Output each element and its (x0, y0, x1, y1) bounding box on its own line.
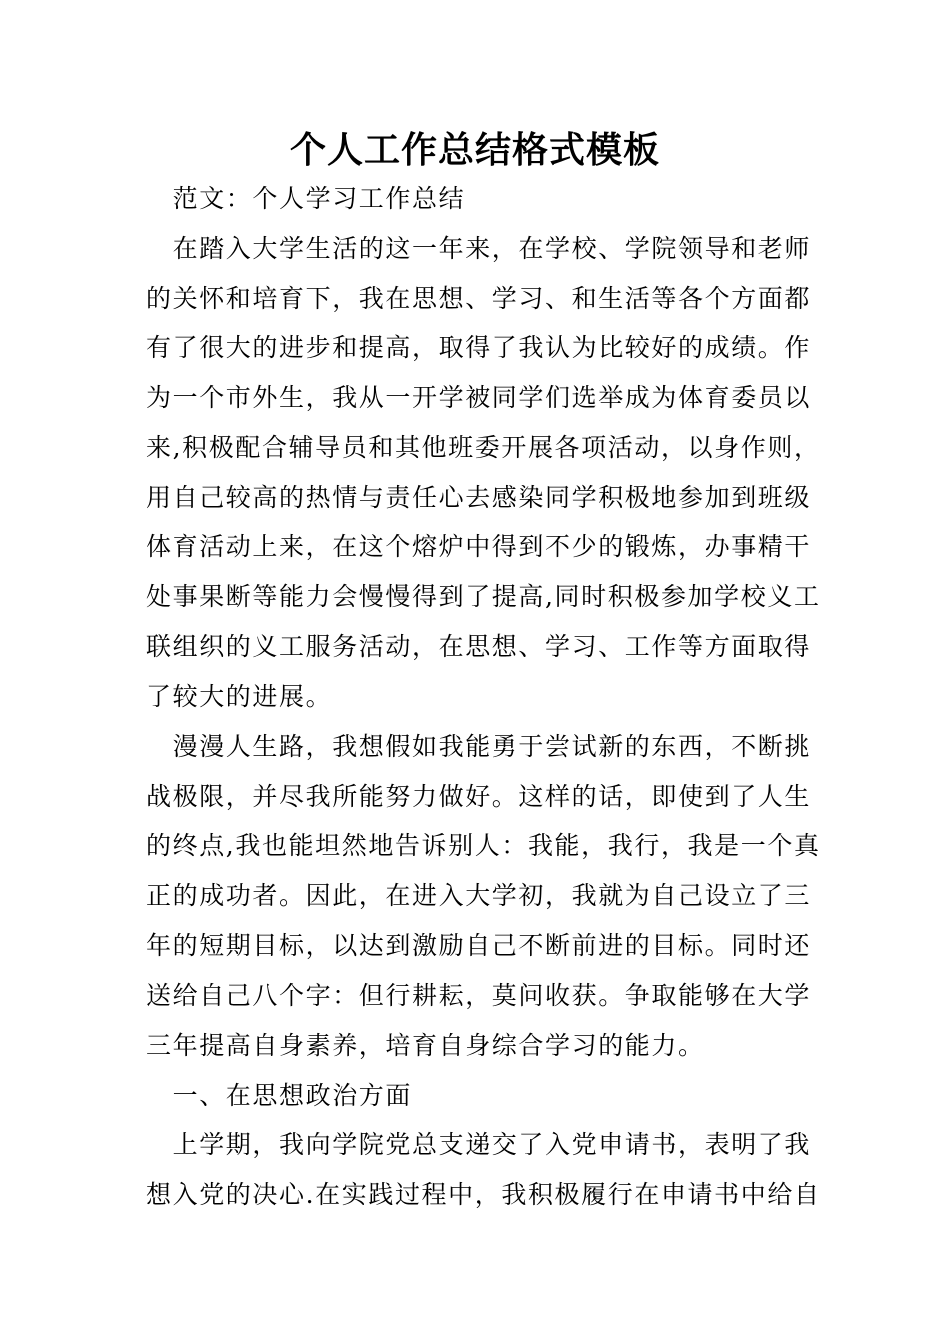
text-line: 处事果断等能力会慢慢得到了提高,同时积极参加学校义工 (146, 582, 821, 611)
text-line: 来,积极配合辅导员和其他班委开展各项活动，以身作则， (146, 433, 821, 462)
text-line: 在踏入大学生活的这一年来，在学校、学院领导和老师 (146, 234, 812, 263)
text-line: 正的成功者。因此，在进入大学初，我就为自己设立了三 (146, 881, 812, 910)
text-line: 三年提高自身素养，培育自身综合学习的能力。 (146, 1031, 705, 1060)
text-line: 想入党的决心.在实践过程中，我积极履行在申请书中给自 (146, 1180, 821, 1209)
section-heading: 一、在思想政治方面 (146, 1081, 413, 1110)
text-line: 送给自己八个字：但行耕耘，莫问收获。争取能够在大学 (146, 981, 812, 1010)
document-title: 个人工作总结格式模板 (289, 129, 660, 171)
text-line: 为一个市外生，我从一开学被同学们选举成为体育委员以 (146, 383, 812, 412)
text-line: 漫漫人生路，我想假如我能勇于尝试新的东西，不断挑 (146, 732, 812, 761)
text-line: 的终点,我也能坦然地告诉别人：我能，我行，我是一个真 (146, 831, 821, 860)
text-line: 年的短期目标，以达到激励自己不断前进的目标。同时还 (146, 931, 812, 960)
text-line: 上学期，我向学院党总支递交了入党申请书，表明了我 (146, 1130, 812, 1159)
text-line: 范文：个人学习工作总结 (146, 184, 466, 213)
text-line: 战极限，并尽我所能努力做好。这样的话，即使到了人生 (146, 782, 812, 811)
text-line: 用自己较高的热情与责任心去感染同学积极地参加到班级 (146, 483, 812, 512)
text-line: 有了很大的进步和提高，取得了我认为比较好的成绩。作 (146, 333, 812, 362)
text-line: 了较大的进展。 (146, 682, 333, 711)
text-line: 联组织的义工服务活动，在思想、学习、工作等方面取得 (146, 632, 812, 661)
text-line: 体育活动上来，在这个熔炉中得到不少的锻炼，办事精干 (146, 532, 812, 561)
text-line: 的关怀和培育下，我在思想、学习、和生活等各个方面都 (146, 284, 812, 313)
